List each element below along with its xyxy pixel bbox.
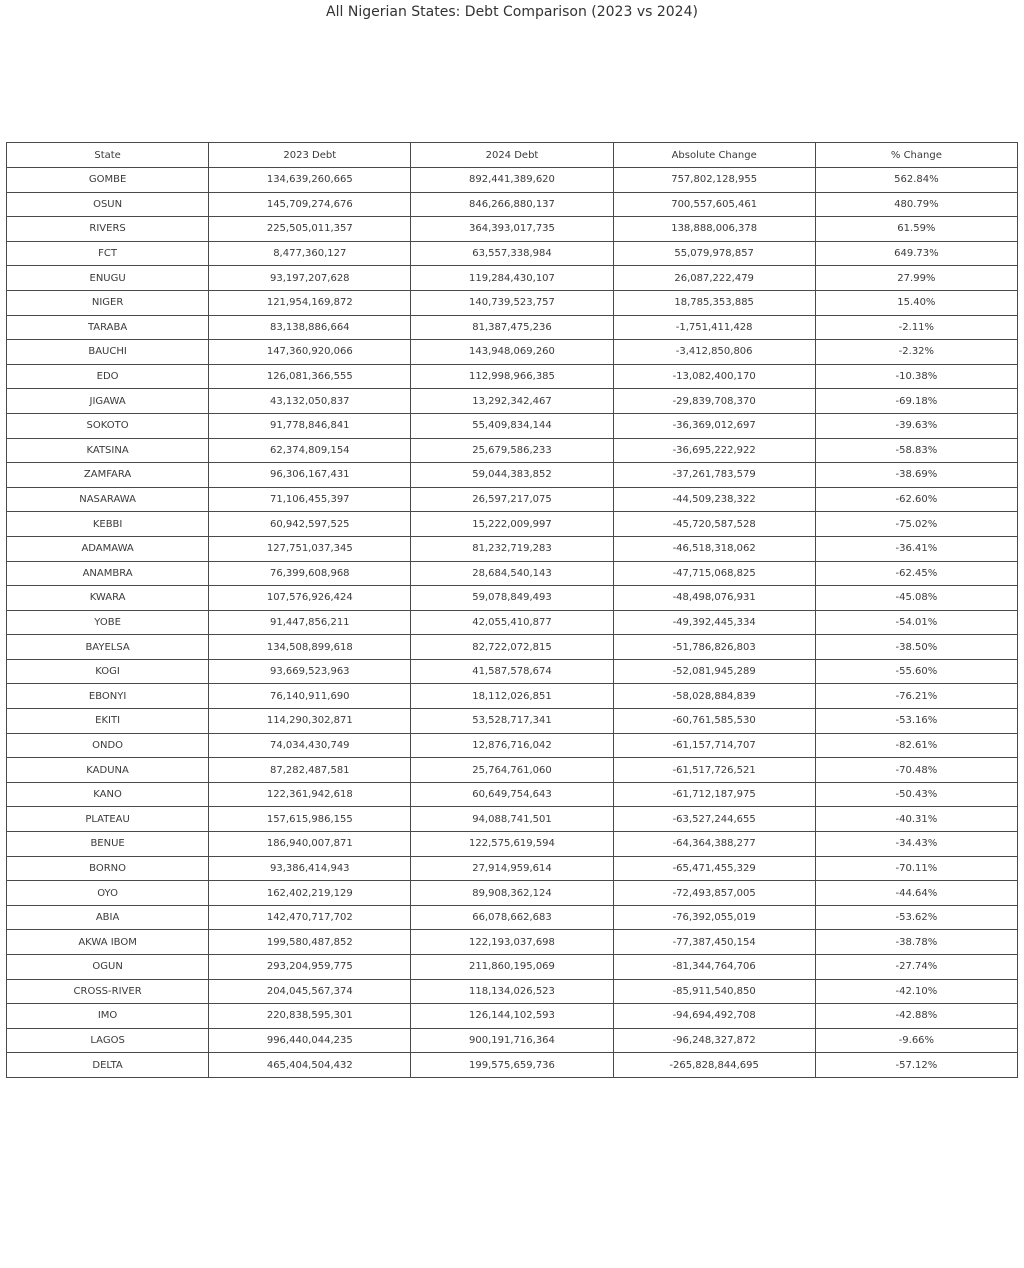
cell-pct-change: -9.66% xyxy=(815,1028,1017,1053)
cell-pct-change: -38.50% xyxy=(815,635,1017,660)
cell-absolute-change: 757,802,128,955 xyxy=(613,168,815,193)
cell-state: BAYELSA xyxy=(7,635,209,660)
cell-absolute-change: -47,715,068,825 xyxy=(613,561,815,586)
cell-pct-change: -39.63% xyxy=(815,413,1017,438)
cell-debt-2023: 293,204,959,775 xyxy=(209,955,411,980)
table-row xyxy=(7,266,1018,291)
table-row xyxy=(7,856,1018,881)
cell-pct-change: -42.10% xyxy=(815,979,1017,1004)
cell-debt-2024: 82,722,072,815 xyxy=(411,635,613,660)
cell-debt-2023: 204,045,567,374 xyxy=(209,979,411,1004)
cell-state: CROSS-RIVER xyxy=(7,979,209,1004)
cell-debt-2024: 66,078,662,683 xyxy=(411,905,613,930)
table-row xyxy=(7,389,1018,414)
cell-state: OGUN xyxy=(7,955,209,980)
cell-debt-2023: 147,360,920,066 xyxy=(209,340,411,365)
cell-absolute-change: -265,828,844,695 xyxy=(613,1053,815,1078)
cell-debt-2024: 118,134,026,523 xyxy=(411,979,613,1004)
table-row xyxy=(7,758,1018,783)
cell-debt-2023: 199,580,487,852 xyxy=(209,930,411,955)
cell-pct-change: -40.31% xyxy=(815,807,1017,832)
cell-debt-2023: 134,639,260,665 xyxy=(209,168,411,193)
cell-pct-change: -45.08% xyxy=(815,586,1017,611)
cell-state: KANO xyxy=(7,782,209,807)
cell-pct-change: -53.16% xyxy=(815,709,1017,734)
cell-debt-2023: 91,447,856,211 xyxy=(209,610,411,635)
cell-state: BAUCHI xyxy=(7,340,209,365)
cell-pct-change: -50.43% xyxy=(815,782,1017,807)
cell-absolute-change: 138,888,006,378 xyxy=(613,217,815,242)
cell-absolute-change: -85,911,540,850 xyxy=(613,979,815,1004)
cell-absolute-change: 18,785,353,885 xyxy=(613,290,815,315)
table-row xyxy=(7,364,1018,389)
cell-debt-2023: 122,361,942,618 xyxy=(209,782,411,807)
cell-debt-2023: 142,470,717,702 xyxy=(209,905,411,930)
cell-pct-change: -62.45% xyxy=(815,561,1017,586)
table-row xyxy=(7,340,1018,365)
cell-state: KEBBI xyxy=(7,512,209,537)
table-row xyxy=(7,241,1018,266)
cell-debt-2024: 60,649,754,643 xyxy=(411,782,613,807)
table-row xyxy=(7,168,1018,193)
cell-pct-change: 61.59% xyxy=(815,217,1017,242)
cell-debt-2024: 126,144,102,593 xyxy=(411,1004,613,1029)
column-header-pct-change: % Change xyxy=(815,143,1017,168)
table-row xyxy=(7,1004,1018,1029)
cell-debt-2024: 25,764,761,060 xyxy=(411,758,613,783)
cell-absolute-change: -60,761,585,530 xyxy=(613,709,815,734)
cell-state: KWARA xyxy=(7,586,209,611)
cell-pct-change: -57.12% xyxy=(815,1053,1017,1078)
cell-state: LAGOS xyxy=(7,1028,209,1053)
cell-debt-2024: 81,232,719,283 xyxy=(411,536,613,561)
cell-pct-change: -53.62% xyxy=(815,905,1017,930)
table-row xyxy=(7,561,1018,586)
table-row xyxy=(7,536,1018,561)
cell-debt-2024: 42,055,410,877 xyxy=(411,610,613,635)
cell-debt-2023: 220,838,595,301 xyxy=(209,1004,411,1029)
table-row xyxy=(7,979,1018,1004)
cell-state: ONDO xyxy=(7,733,209,758)
cell-debt-2024: 211,860,195,069 xyxy=(411,955,613,980)
cell-pct-change: -55.60% xyxy=(815,659,1017,684)
cell-debt-2024: 892,441,389,620 xyxy=(411,168,613,193)
cell-state: KOGI xyxy=(7,659,209,684)
cell-state: ENUGU xyxy=(7,266,209,291)
table-row xyxy=(7,782,1018,807)
cell-debt-2024: 122,193,037,698 xyxy=(411,930,613,955)
cell-state: ABIA xyxy=(7,905,209,930)
cell-pct-change: -2.11% xyxy=(815,315,1017,340)
cell-state: EBONYI xyxy=(7,684,209,709)
table-row xyxy=(7,315,1018,340)
cell-debt-2024: 15,222,009,997 xyxy=(411,512,613,537)
cell-state: FCT xyxy=(7,241,209,266)
cell-state: DELTA xyxy=(7,1053,209,1078)
cell-pct-change: -76.21% xyxy=(815,684,1017,709)
cell-debt-2023: 996,440,044,235 xyxy=(209,1028,411,1053)
cell-absolute-change: -76,392,055,019 xyxy=(613,905,815,930)
cell-debt-2024: 846,266,880,137 xyxy=(411,192,613,217)
cell-pct-change: -75.02% xyxy=(815,512,1017,537)
table-row xyxy=(7,733,1018,758)
cell-debt-2023: 157,615,986,155 xyxy=(209,807,411,832)
cell-debt-2024: 18,112,026,851 xyxy=(411,684,613,709)
cell-debt-2023: 93,197,207,628 xyxy=(209,266,411,291)
cell-state: BORNO xyxy=(7,856,209,881)
cell-absolute-change: -51,786,826,803 xyxy=(613,635,815,660)
table-row xyxy=(7,586,1018,611)
cell-debt-2023: 162,402,219,129 xyxy=(209,881,411,906)
cell-pct-change: -70.11% xyxy=(815,856,1017,881)
cell-absolute-change: -45,720,587,528 xyxy=(613,512,815,537)
cell-absolute-change: -96,248,327,872 xyxy=(613,1028,815,1053)
debt-table xyxy=(6,142,1018,1078)
cell-state: OSUN xyxy=(7,192,209,217)
cell-state: AKWA IBOM xyxy=(7,930,209,955)
cell-debt-2024: 59,078,849,493 xyxy=(411,586,613,611)
table-row xyxy=(7,955,1018,980)
table-row xyxy=(7,659,1018,684)
cell-debt-2024: 94,088,741,501 xyxy=(411,807,613,832)
table-row xyxy=(7,290,1018,315)
cell-state: EKITI xyxy=(7,709,209,734)
cell-debt-2024: 364,393,017,735 xyxy=(411,217,613,242)
cell-debt-2023: 225,505,011,357 xyxy=(209,217,411,242)
cell-absolute-change: -37,261,783,579 xyxy=(613,463,815,488)
cell-debt-2023: 62,374,809,154 xyxy=(209,438,411,463)
cell-debt-2024: 112,998,966,385 xyxy=(411,364,613,389)
cell-debt-2024: 143,948,069,260 xyxy=(411,340,613,365)
cell-debt-2024: 53,528,717,341 xyxy=(411,709,613,734)
cell-debt-2023: 145,709,274,676 xyxy=(209,192,411,217)
cell-absolute-change: -48,498,076,931 xyxy=(613,586,815,611)
cell-state: PLATEAU xyxy=(7,807,209,832)
cell-pct-change: -44.64% xyxy=(815,881,1017,906)
table-row xyxy=(7,217,1018,242)
cell-debt-2024: 140,739,523,757 xyxy=(411,290,613,315)
cell-debt-2023: 76,140,911,690 xyxy=(209,684,411,709)
cell-absolute-change: -63,527,244,655 xyxy=(613,807,815,832)
cell-debt-2023: 60,942,597,525 xyxy=(209,512,411,537)
cell-state: TARABA xyxy=(7,315,209,340)
table-row xyxy=(7,438,1018,463)
table-row xyxy=(7,807,1018,832)
cell-debt-2023: 465,404,504,432 xyxy=(209,1053,411,1078)
cell-debt-2024: 41,587,578,674 xyxy=(411,659,613,684)
table-row xyxy=(7,635,1018,660)
cell-debt-2023: 71,106,455,397 xyxy=(209,487,411,512)
table-row xyxy=(7,684,1018,709)
cell-absolute-change: -61,517,726,521 xyxy=(613,758,815,783)
cell-debt-2024: 119,284,430,107 xyxy=(411,266,613,291)
cell-absolute-change: -36,369,012,697 xyxy=(613,413,815,438)
table-row xyxy=(7,512,1018,537)
cell-debt-2023: 126,081,366,555 xyxy=(209,364,411,389)
cell-debt-2023: 76,399,608,968 xyxy=(209,561,411,586)
cell-absolute-change: -13,082,400,170 xyxy=(613,364,815,389)
cell-debt-2023: 114,290,302,871 xyxy=(209,709,411,734)
cell-debt-2024: 25,679,586,233 xyxy=(411,438,613,463)
cell-state: NASARAWA xyxy=(7,487,209,512)
cell-state: KATSINA xyxy=(7,438,209,463)
cell-absolute-change: -44,509,238,322 xyxy=(613,487,815,512)
cell-state: OYO xyxy=(7,881,209,906)
cell-pct-change: -38.78% xyxy=(815,930,1017,955)
cell-absolute-change: -94,694,492,708 xyxy=(613,1004,815,1029)
cell-debt-2023: 74,034,430,749 xyxy=(209,733,411,758)
cell-pct-change: -36.41% xyxy=(815,536,1017,561)
cell-absolute-change: -77,387,450,154 xyxy=(613,930,815,955)
cell-debt-2024: 27,914,959,614 xyxy=(411,856,613,881)
table-row xyxy=(7,413,1018,438)
cell-state: YOBE xyxy=(7,610,209,635)
column-header-debt-2024: 2024 Debt xyxy=(411,143,613,168)
cell-debt-2023: 93,386,414,943 xyxy=(209,856,411,881)
cell-absolute-change: -64,364,388,277 xyxy=(613,832,815,857)
cell-debt-2024: 89,908,362,124 xyxy=(411,881,613,906)
cell-debt-2023: 83,138,886,664 xyxy=(209,315,411,340)
cell-pct-change: -38.69% xyxy=(815,463,1017,488)
cell-debt-2023: 127,751,037,345 xyxy=(209,536,411,561)
cell-pct-change: -54.01% xyxy=(815,610,1017,635)
cell-debt-2024: 81,387,475,236 xyxy=(411,315,613,340)
cell-state: GOMBE xyxy=(7,168,209,193)
cell-debt-2024: 28,684,540,143 xyxy=(411,561,613,586)
cell-debt-2024: 199,575,659,736 xyxy=(411,1053,613,1078)
cell-debt-2023: 186,940,007,871 xyxy=(209,832,411,857)
cell-debt-2024: 122,575,619,594 xyxy=(411,832,613,857)
cell-absolute-change: -58,028,884,839 xyxy=(613,684,815,709)
cell-state: ADAMAWA xyxy=(7,536,209,561)
cell-absolute-change: 55,079,978,857 xyxy=(613,241,815,266)
table-body xyxy=(7,168,1018,1078)
cell-debt-2023: 8,477,360,127 xyxy=(209,241,411,266)
cell-pct-change: -62.60% xyxy=(815,487,1017,512)
cell-debt-2024: 63,557,338,984 xyxy=(411,241,613,266)
table-row xyxy=(7,487,1018,512)
cell-absolute-change: -3,412,850,806 xyxy=(613,340,815,365)
cell-state: NIGER xyxy=(7,290,209,315)
table-row xyxy=(7,709,1018,734)
cell-absolute-change: -46,518,318,062 xyxy=(613,536,815,561)
cell-pct-change: -69.18% xyxy=(815,389,1017,414)
page-title: All Nigerian States: Debt Comparison (2023 vs 2024) xyxy=(326,4,698,20)
column-header-absolute-change: Absolute Change xyxy=(613,143,815,168)
cell-debt-2023: 43,132,050,837 xyxy=(209,389,411,414)
cell-absolute-change: -49,392,445,334 xyxy=(613,610,815,635)
cell-debt-2023: 134,508,899,618 xyxy=(209,635,411,660)
table-row xyxy=(7,832,1018,857)
cell-debt-2023: 107,576,926,424 xyxy=(209,586,411,611)
cell-debt-2024: 26,597,217,075 xyxy=(411,487,613,512)
cell-pct-change: 27.99% xyxy=(815,266,1017,291)
cell-pct-change: -70.48% xyxy=(815,758,1017,783)
cell-absolute-change: -81,344,764,706 xyxy=(613,955,815,980)
cell-debt-2023: 121,954,169,872 xyxy=(209,290,411,315)
cell-absolute-change: -52,081,945,289 xyxy=(613,659,815,684)
table-header-row xyxy=(7,143,1018,168)
cell-pct-change: -34.43% xyxy=(815,832,1017,857)
cell-pct-change: -2.32% xyxy=(815,340,1017,365)
cell-absolute-change: -72,493,857,005 xyxy=(613,881,815,906)
cell-absolute-change: -61,157,714,707 xyxy=(613,733,815,758)
table-row xyxy=(7,905,1018,930)
cell-debt-2024: 55,409,834,144 xyxy=(411,413,613,438)
cell-pct-change: -82.61% xyxy=(815,733,1017,758)
table-row xyxy=(7,930,1018,955)
cell-pct-change: 15.40% xyxy=(815,290,1017,315)
cell-state: KADUNA xyxy=(7,758,209,783)
column-header-state: State xyxy=(7,143,209,168)
cell-absolute-change: 26,087,222,479 xyxy=(613,266,815,291)
cell-pct-change: -42.88% xyxy=(815,1004,1017,1029)
cell-state: EDO xyxy=(7,364,209,389)
cell-absolute-change: 700,557,605,461 xyxy=(613,192,815,217)
cell-absolute-change: -1,751,411,428 xyxy=(613,315,815,340)
cell-pct-change: -27.74% xyxy=(815,955,1017,980)
cell-state: SOKOTO xyxy=(7,413,209,438)
cell-state: RIVERS xyxy=(7,217,209,242)
cell-absolute-change: -29,839,708,370 xyxy=(613,389,815,414)
cell-debt-2024: 900,191,716,364 xyxy=(411,1028,613,1053)
cell-debt-2024: 12,876,716,042 xyxy=(411,733,613,758)
cell-pct-change: -10.38% xyxy=(815,364,1017,389)
table-row xyxy=(7,1053,1018,1078)
cell-state: BENUE xyxy=(7,832,209,857)
cell-state: JIGAWA xyxy=(7,389,209,414)
cell-state: ANAMBRA xyxy=(7,561,209,586)
cell-pct-change: 480.79% xyxy=(815,192,1017,217)
cell-pct-change: 649.73% xyxy=(815,241,1017,266)
table-row xyxy=(7,881,1018,906)
cell-state: ZAMFARA xyxy=(7,463,209,488)
table-row xyxy=(7,463,1018,488)
cell-absolute-change: -65,471,455,329 xyxy=(613,856,815,881)
cell-debt-2023: 87,282,487,581 xyxy=(209,758,411,783)
cell-debt-2024: 59,044,383,852 xyxy=(411,463,613,488)
cell-pct-change: 562.84% xyxy=(815,168,1017,193)
cell-debt-2023: 96,306,167,431 xyxy=(209,463,411,488)
cell-absolute-change: -36,695,222,922 xyxy=(613,438,815,463)
table-row xyxy=(7,1028,1018,1053)
cell-debt-2023: 91,778,846,841 xyxy=(209,413,411,438)
debt-table-container xyxy=(6,142,1018,1078)
table-row xyxy=(7,192,1018,217)
cell-debt-2023: 93,669,523,963 xyxy=(209,659,411,684)
cell-pct-change: -58.83% xyxy=(815,438,1017,463)
cell-state: IMO xyxy=(7,1004,209,1029)
column-header-debt-2023: 2023 Debt xyxy=(209,143,411,168)
cell-debt-2024: 13,292,342,467 xyxy=(411,389,613,414)
table-row xyxy=(7,610,1018,635)
cell-absolute-change: -61,712,187,975 xyxy=(613,782,815,807)
